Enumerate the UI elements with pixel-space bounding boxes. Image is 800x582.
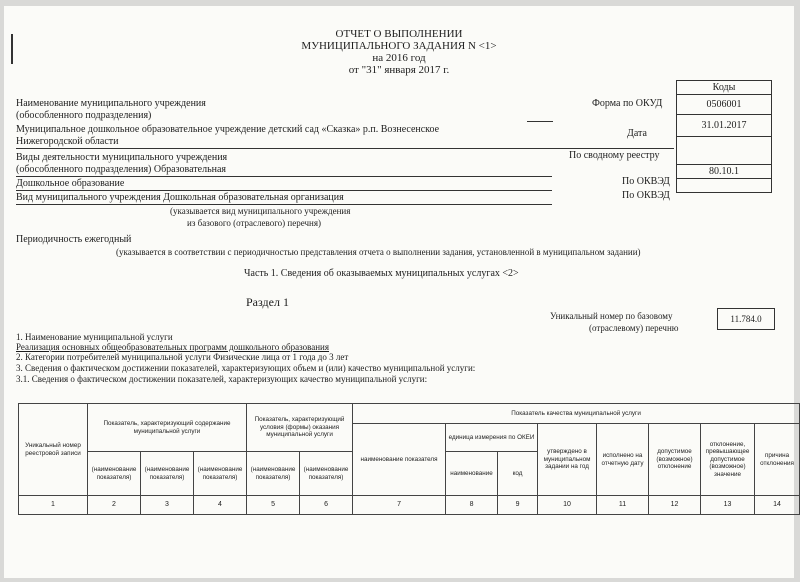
column-number: 6 bbox=[300, 496, 353, 515]
col-content: Показатель, характеризующий содержание муниципальной услуги bbox=[88, 404, 247, 452]
unique-number-value: 11.784.0 bbox=[717, 308, 775, 330]
column-number: 11 bbox=[597, 496, 649, 515]
column-numbers-row bbox=[19, 496, 800, 515]
info-3: 3. Сведения о фактическом достижении показателей, характеризующих объем и (или) качество муниципальной услуги: bbox=[16, 363, 476, 373]
periodicity-note: (указывается в соответствии с периодичностью представления отчета о выполнении задания, установленной в муниципальном задании) bbox=[116, 247, 641, 257]
column-number: 7 bbox=[353, 496, 446, 515]
org-name-value2: Нижегородской области bbox=[16, 136, 119, 147]
column-number: 5 bbox=[247, 496, 300, 515]
type-note1: (указывается вид муниципального учреждения bbox=[170, 206, 351, 216]
registry-code bbox=[677, 137, 772, 165]
okved-label-2: По ОКВЭД bbox=[622, 190, 670, 201]
type-note2: из базового (отраслевого) перечня) bbox=[187, 218, 321, 228]
registry-label: По сводному реестру bbox=[569, 150, 660, 161]
report-page bbox=[4, 6, 794, 578]
column-number: 8 bbox=[446, 496, 498, 515]
sub-unit-name: наименование bbox=[446, 452, 498, 496]
report-date: от "31" января 2017 г. bbox=[348, 64, 450, 76]
activity-sub: (обособленного подразделения) Образовательная bbox=[16, 164, 227, 175]
col-indicator-name: наименование показателя bbox=[353, 424, 446, 496]
short-line bbox=[527, 121, 553, 122]
okved-code-2 bbox=[677, 179, 772, 193]
info-3-1: 3.1. Сведения о фактическом достижении показателей, характеризующих качество муниципальной услуги: bbox=[16, 374, 428, 384]
periodicity-label: Периодичность ежегодный bbox=[16, 234, 132, 245]
column-number: 2 bbox=[88, 496, 141, 515]
activity-label: Виды деятельности муниципального учреждения bbox=[16, 152, 228, 163]
col-conditions: Показатель, характеризующий условия (формы) оказания муниципальной услуги bbox=[247, 404, 353, 452]
col-approved: утверждено в муниципальном задании на год bbox=[538, 424, 597, 496]
org-sub-label: (обособленного подразделения) bbox=[16, 110, 152, 121]
org-name-underline bbox=[16, 148, 674, 149]
column-number: 1 bbox=[19, 496, 88, 515]
org-name-value1: Муниципальное дошкольное образовательное учреждение детский сад «Сказка» р.п. Вознесенское bbox=[16, 124, 440, 135]
org-name-label: Наименование муниципального учреждения bbox=[16, 98, 206, 109]
sub-indicator-1: (наименование показателя) bbox=[88, 452, 141, 496]
okud-label: Форма по ОКУД bbox=[592, 98, 663, 109]
unique-number-label1: Уникальный номер по базовому bbox=[550, 311, 673, 321]
date-code: 31.01.2017 bbox=[677, 115, 772, 137]
quality-indicators-table bbox=[18, 403, 800, 515]
activity-value-underline bbox=[16, 190, 552, 191]
sub-indicator-4: (наименование показателя) bbox=[247, 452, 300, 496]
column-number: 3 bbox=[141, 496, 194, 515]
part-title: Часть 1. Сведения об оказываемых муниципальных услугах <2> bbox=[244, 268, 519, 279]
col-reason: причина отклонения bbox=[755, 424, 800, 496]
service-name-label: 1. Наименование муниципальной услуги bbox=[16, 332, 173, 342]
column-number: 4 bbox=[194, 496, 247, 515]
okved-code-1: 80.10.1 bbox=[677, 165, 772, 179]
report-title-line1: ОТЧЕТ О ВЫПОЛНЕНИИ bbox=[335, 28, 463, 40]
column-number: 13 bbox=[701, 496, 755, 515]
sub-unit-code: код bbox=[498, 452, 538, 496]
col-quality: Показатель качества муниципальной услуги bbox=[353, 404, 800, 424]
codes-table bbox=[676, 80, 772, 193]
activity-underline bbox=[16, 176, 552, 177]
col-unit: единица измерения по ОКЕИ bbox=[446, 424, 538, 452]
col-registry-number: Уникальный номер реестровой записи bbox=[19, 404, 88, 496]
col-executed: исполнено на отчетную дату bbox=[597, 424, 649, 496]
date-label: Дата bbox=[627, 128, 647, 139]
type-label: Вид муниципального учреждения Дошкольная образовательная организация bbox=[16, 192, 344, 203]
col-allowed-deviation: допустимое (возможное) отклонение bbox=[649, 424, 701, 496]
col-exceeding-deviation: отклонение, превышающее допустимое (возможное) значение bbox=[701, 424, 755, 496]
column-number: 14 bbox=[755, 496, 800, 515]
sub-indicator-3: (наименование показателя) bbox=[194, 452, 247, 496]
codes-header: Коды bbox=[677, 81, 772, 95]
okved-label-1: По ОКВЭД bbox=[622, 176, 670, 187]
sub-indicator-2: (наименование показателя) bbox=[141, 452, 194, 496]
consumer-category: 2. Категории потребителей муниципальной услуги Физические лица от 1 года до 3 лет bbox=[16, 352, 349, 362]
service-name-value: Реализация основных общеобразовательных программ дошкольного образования bbox=[16, 342, 330, 352]
column-number: 12 bbox=[649, 496, 701, 515]
report-title-line2: МУНИЦИПАЛЬНОГО ЗАДАНИЯ N <1> bbox=[301, 40, 497, 52]
sub-indicator-5: (наименование показателя) bbox=[300, 452, 353, 496]
column-number: 9 bbox=[498, 496, 538, 515]
type-underline bbox=[16, 204, 552, 205]
section-title: Раздел 1 bbox=[246, 295, 289, 309]
report-year: на 2016 год bbox=[372, 52, 426, 64]
activity-value: Дошкольное образование bbox=[16, 178, 125, 189]
unique-number-label2: (отраслевому) перечню bbox=[589, 323, 679, 333]
column-number: 10 bbox=[538, 496, 597, 515]
okud-code: 0506001 bbox=[677, 95, 772, 115]
